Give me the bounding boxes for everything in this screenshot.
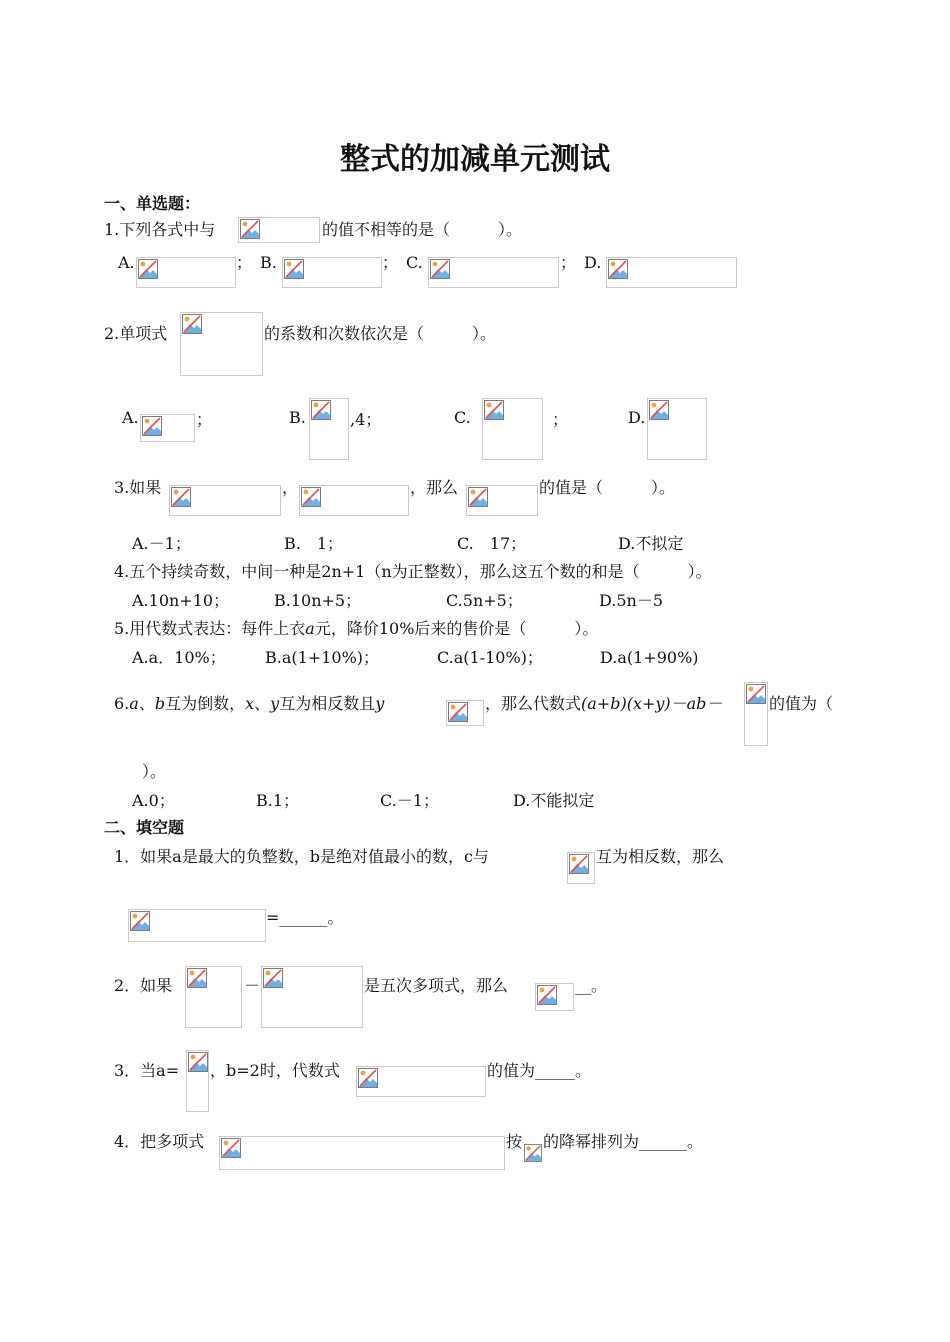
- f1-formula-image-2: [128, 909, 266, 942]
- q2-option-a-label: A.: [122, 408, 139, 427]
- q1-option-a-label: A.: [118, 253, 135, 272]
- f1-text-line1-tail: 互为相反数，那么: [596, 847, 725, 866]
- broken-image-icon: [524, 1144, 542, 1162]
- q6-option-b: B.1；: [256, 791, 300, 810]
- broken-image-icon: [569, 854, 589, 874]
- q6-text-mid: [485, 694, 722, 714]
- q5-option-d: D.a(1+90%): [600, 648, 699, 667]
- q6-formula-image-2: [744, 682, 768, 746]
- q4-option-c: C.5n+5；: [446, 591, 523, 610]
- q2-option-c-image: [482, 398, 543, 460]
- broken-image-icon: [649, 400, 669, 420]
- q6-formula-image-1: [446, 700, 484, 726]
- q2-option-b-label: B.: [289, 408, 306, 427]
- f3-formula-image-1: [186, 1050, 209, 1112]
- f1-text-line2-tail: =______。: [266, 908, 344, 927]
- broken-image-icon: [608, 259, 628, 279]
- q6-var-y2: y: [375, 694, 385, 713]
- broken-image-icon: [240, 219, 260, 239]
- q4-option-a: A.10n+10；: [132, 591, 230, 610]
- q3-option-d: D.不拟定: [618, 534, 684, 553]
- q6-text-p3: 互为相反数且: [279, 694, 376, 713]
- q3-option-b: B. 1；: [284, 534, 344, 553]
- broken-image-icon: [263, 968, 283, 988]
- q2-option-d-label: D.: [628, 408, 646, 427]
- broken-image-icon: [484, 400, 504, 420]
- q6-sep1: 、: [138, 694, 155, 713]
- broken-image-icon: [187, 968, 207, 988]
- section-heading-fill: 二、填空题: [104, 818, 185, 837]
- f2-formula-image-2: [261, 966, 363, 1028]
- broken-image-icon: [138, 259, 158, 279]
- q6-text-line1: [114, 694, 384, 714]
- broken-image-icon: [358, 1068, 378, 1088]
- q6-option-a: A.0；: [132, 791, 175, 810]
- q6-text-tail: 的值为（: [769, 694, 834, 713]
- q2-option-a-tail: ；: [196, 410, 213, 429]
- q2-option-b-tail: ,4；: [350, 410, 382, 429]
- q3-text-mid1: ，: [282, 478, 299, 497]
- f2-text-before: 2．如果: [114, 976, 173, 995]
- q6-number: 6.: [114, 694, 130, 713]
- q6-expression: (a+b)(x+y)－ab－: [581, 694, 723, 713]
- q2-option-c-label: C.: [454, 408, 471, 427]
- q2-option-b-image: [309, 398, 349, 460]
- q4-option-d: D.5n－5: [599, 591, 664, 610]
- q2-formula-image: [180, 312, 263, 376]
- q3-option-a: A.－1；: [132, 534, 191, 553]
- f2-text-after: 是五次多项式，那么: [364, 976, 509, 995]
- q1-text-after: 的值不相等的是（ ）。: [322, 220, 523, 239]
- q1-formula-image: [238, 217, 320, 243]
- q6-sep2: 、: [254, 694, 271, 713]
- f2-formula-image-1: [185, 966, 242, 1028]
- section-heading-choice: 一、单选题：: [104, 194, 201, 213]
- broken-image-icon: [284, 259, 304, 279]
- q3-text-after: 的值是（ ）。: [539, 478, 676, 497]
- f3-text-after: 的值为_____。: [487, 1061, 592, 1080]
- q6-text-p4: ，那么代数式: [485, 694, 582, 713]
- q2-option-d-image: [647, 398, 707, 460]
- q5-text-a: 5.用代数式表达：每件上衣: [114, 619, 306, 638]
- f3-formula-image-2: [356, 1066, 486, 1097]
- f1-formula-image-1: [567, 852, 595, 884]
- broken-image-icon: [130, 911, 150, 931]
- q5-var-a: a: [305, 619, 315, 638]
- f4-text-before: 4．把多项式: [114, 1132, 205, 1151]
- q6-var-y: y: [270, 694, 280, 713]
- q6-var-x: x: [245, 694, 255, 713]
- q3-option-c: C. 17；: [457, 534, 527, 553]
- q2-option-c-tail: ；: [552, 410, 569, 429]
- q2-option-a-image: [140, 414, 195, 442]
- q6-var-a: a: [129, 694, 139, 713]
- q3-text-before: 3.如果: [114, 478, 162, 497]
- f3-text-before: 3．当a=: [114, 1061, 180, 1080]
- q1-option-c-label: ； C.: [382, 253, 423, 272]
- broken-image-icon: [221, 1138, 241, 1158]
- q6-var-b: b: [154, 694, 166, 713]
- q4-text: 4.五个持续奇数，中间一种是2n+1（n为正整数），那么这五个数的和是（ ）。: [114, 562, 712, 581]
- broken-image-icon: [448, 702, 468, 722]
- broken-image-icon: [746, 684, 766, 704]
- page-title: 整式的加减单元测试: [340, 142, 610, 177]
- f4-text-after: 的降幂排列为______。: [543, 1132, 704, 1151]
- q3-formula-image-3: [466, 485, 538, 516]
- broken-image-icon: [537, 985, 557, 1005]
- q5-option-c: C.a(1-10%)；: [437, 648, 543, 667]
- f4-text-mid: 按: [506, 1132, 523, 1151]
- q5-option-a: A.a．10%；: [132, 648, 226, 667]
- q2-text-after: 的系数和次数依次是（ ）。: [264, 324, 497, 343]
- q5-text: [114, 619, 598, 639]
- f2-formula-image-3: [535, 983, 574, 1011]
- q1-option-b-image: [282, 257, 382, 288]
- q5-option-b: B.a(1+10%)；: [265, 648, 380, 667]
- f3-text-mid: ，b=2时，代数式: [210, 1061, 340, 1080]
- q6-option-c: C.－1；: [380, 791, 439, 810]
- f2-text-tail: __。: [575, 976, 608, 995]
- broken-image-icon: [311, 400, 331, 420]
- broken-image-icon: [182, 314, 202, 334]
- q1-option-d-label: ； D.: [560, 253, 602, 272]
- f4-formula-image-1: [219, 1136, 505, 1170]
- q1-option-c-image: [428, 257, 559, 288]
- broken-image-icon: [430, 259, 450, 279]
- q5-text-b: 元，降价10%后来的售价是（ ）。: [314, 619, 599, 638]
- q3-text-mid2: ，那么: [410, 478, 459, 497]
- q6-option-d: D.不能拟定: [513, 791, 595, 810]
- q1-option-b-label: ； B.: [236, 253, 277, 272]
- q2-text-before: 2.单项式: [104, 324, 168, 343]
- broken-image-icon: [142, 416, 162, 436]
- broken-image-icon: [188, 1052, 208, 1072]
- q1-option-a-image: [136, 257, 236, 288]
- q1-option-d-image: [606, 257, 737, 288]
- q1-text-before: 1.下列各式中与: [104, 220, 216, 239]
- q3-formula-image-1: [169, 485, 281, 516]
- broken-image-icon: [171, 487, 191, 507]
- q6-text-p2: 互为倒数，: [165, 694, 246, 713]
- f1-text-line1: 1．如果a是最大的负整数，b是绝对值最小的数，c与: [114, 847, 489, 866]
- q4-option-b: B.10n+5；: [274, 591, 362, 610]
- f2-minus: －: [244, 976, 261, 995]
- q3-formula-image-2: [299, 485, 409, 516]
- q6-text-close: ）。: [142, 762, 167, 781]
- f4-formula-image-2: [524, 1144, 542, 1164]
- broken-image-icon: [301, 487, 321, 507]
- broken-image-icon: [468, 487, 488, 507]
